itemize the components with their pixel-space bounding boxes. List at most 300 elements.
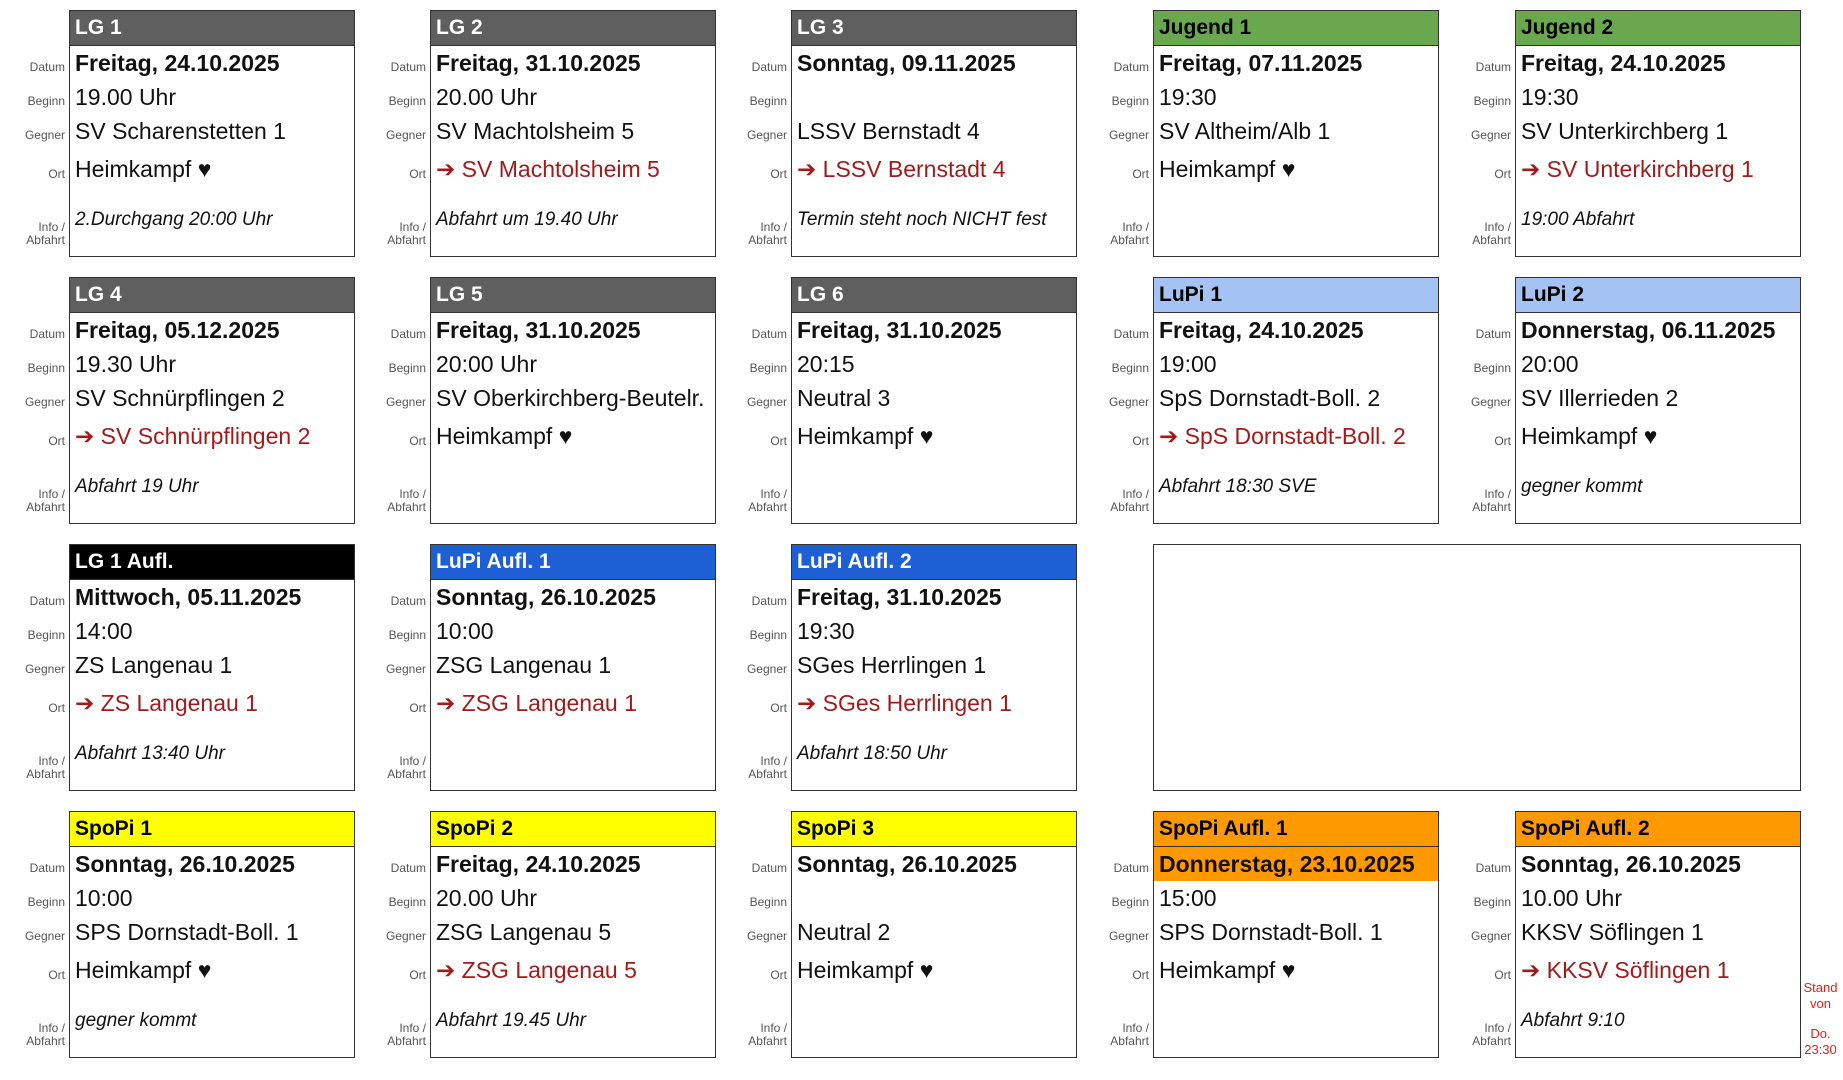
team-card-spopi-2 [361, 811, 722, 1058]
opponent-name: SPS Dornstadt-Boll. 1 [1159, 919, 1383, 945]
team-card-lupi-2 [1446, 277, 1807, 524]
row-labels [722, 544, 790, 791]
team-title: Jugend 2 [1516, 11, 1800, 46]
opponent-name: SV Schnürpflingen 2 [75, 385, 285, 411]
gegner-label: Gegner [1470, 128, 1511, 142]
match-time: 14:00 [75, 618, 133, 644]
datum-label: Datum [29, 861, 65, 875]
abfahrt-label-line: Abfahrt [748, 499, 787, 514]
abfahrt-label-line: Abfahrt [1472, 232, 1511, 247]
ort-label: Ort [409, 167, 426, 181]
location-text: Heimkampf [75, 156, 192, 182]
info-label-line: Info / [1122, 220, 1149, 234]
info-label-line: Info / [399, 487, 426, 501]
match-time: 19:30 [1521, 84, 1579, 110]
card-box [69, 277, 355, 524]
abfahrt-label-line: Abfahrt [387, 766, 426, 781]
card-box [791, 277, 1077, 524]
match-date: Sonntag, 26.10.2025 [797, 851, 1017, 877]
card-box [430, 544, 716, 791]
match-date: Freitag, 31.10.2025 [436, 317, 641, 343]
team-card-lg-3 [722, 10, 1083, 257]
match-location [431, 682, 715, 725]
card-box [430, 10, 716, 257]
opponent-name: ZSG Langenau 1 [436, 652, 612, 678]
departure-info [431, 725, 715, 783]
abfahrt-label-line: Abfahrt [387, 499, 426, 514]
abfahrt-label-line: Abfahrt [1472, 499, 1511, 514]
match-date: Sonntag, 26.10.2025 [1521, 851, 1741, 877]
heart-icon: ♥ [919, 957, 934, 983]
card-box [1515, 811, 1801, 1058]
info-abfahrt-label [1110, 1022, 1149, 1047]
abfahrt-label-line: Abfahrt [748, 232, 787, 247]
match-time: 19.30 Uhr [75, 351, 177, 377]
match-time: 10:00 [436, 618, 494, 644]
team-card-jugend-2 [1446, 10, 1807, 257]
team-title: Jugend 1 [1154, 11, 1438, 46]
abfahrt-label-line: Abfahrt [26, 766, 65, 781]
match-date: Freitag, 24.10.2025 [436, 851, 641, 877]
beginn-label: Beginn [388, 94, 426, 108]
empty-slot-box [1153, 544, 1801, 791]
info-label-line: Info / [1122, 1021, 1149, 1035]
row-labels [722, 10, 790, 257]
beginn-label: Beginn [1111, 94, 1149, 108]
team-title: SpoPi 3 [792, 812, 1076, 847]
info-abfahrt-label [748, 488, 787, 513]
match-location [1154, 415, 1438, 458]
abfahrt-label-line: Abfahrt [1110, 232, 1149, 247]
beginn-label: Beginn [1473, 94, 1511, 108]
arrow-right-icon: ➔ [797, 156, 817, 182]
match-location [1516, 949, 1800, 992]
beginn-label: Beginn [27, 361, 65, 375]
team-title: LG 1 [70, 11, 354, 46]
match-date: Freitag, 31.10.2025 [797, 584, 1002, 610]
beginn-label: Beginn [749, 94, 787, 108]
departure-info [431, 458, 715, 516]
team-title: SpoPi 2 [431, 812, 715, 847]
match-time: 10:00 [75, 885, 133, 911]
abfahrt-label-line: Abfahrt [748, 1033, 787, 1048]
location-text: Heimkampf [1521, 423, 1638, 449]
gegner-label: Gegner [24, 128, 65, 142]
gegner-label: Gegner [1108, 929, 1149, 943]
team-card-spopi-aufl-1 [1084, 811, 1445, 1058]
ort-label: Ort [770, 167, 787, 181]
team-card-jugend-1 [1084, 10, 1445, 257]
team-card-lg-6 [722, 277, 1083, 524]
departure-info: 19:00 Abfahrt [1521, 209, 1635, 230]
heart-icon: ♥ [919, 423, 934, 449]
team-card-lupi-aufl-1 [361, 544, 722, 791]
datum-label: Datum [29, 60, 65, 74]
match-date: Freitag, 31.10.2025 [436, 50, 641, 76]
ort-label: Ort [1132, 167, 1149, 181]
datum-label: Datum [390, 594, 426, 608]
match-date: Freitag, 24.10.2025 [1521, 50, 1726, 76]
ort-label: Ort [770, 968, 787, 982]
card-box [1153, 811, 1439, 1058]
match-date: Freitag, 24.10.2025 [75, 50, 280, 76]
arrow-right-icon: ➔ [1521, 957, 1541, 983]
beginn-label: Beginn [388, 628, 426, 642]
match-date: Freitag, 24.10.2025 [1159, 317, 1364, 343]
match-location [792, 148, 1076, 191]
match-location [70, 682, 354, 725]
gegner-label: Gegner [1108, 395, 1149, 409]
card-box [791, 544, 1077, 791]
gegner-label: Gegner [746, 128, 787, 142]
arrow-right-icon: ➔ [1159, 423, 1179, 449]
match-time: 19:30 [1159, 84, 1217, 110]
team-card-lg-1-aufl [0, 544, 361, 791]
gegner-label: Gegner [24, 662, 65, 676]
info-abfahrt-label [748, 221, 787, 246]
gegner-label: Gegner [746, 395, 787, 409]
team-title: LuPi Aufl. 1 [431, 545, 715, 580]
match-time: 20:15 [797, 351, 855, 377]
info-abfahrt-label [1110, 488, 1149, 513]
arrow-right-icon: ➔ [797, 690, 817, 716]
match-location [70, 148, 354, 191]
info-abfahrt-label [387, 488, 426, 513]
arrow-right-icon: ➔ [75, 690, 95, 716]
card-box [1153, 10, 1439, 257]
match-location [431, 148, 715, 191]
location-text: LSSV Bernstadt 4 [822, 156, 1006, 182]
info-abfahrt-label [387, 221, 426, 246]
match-location [1154, 148, 1438, 191]
gegner-label: Gegner [1470, 395, 1511, 409]
datum-label: Datum [1475, 861, 1511, 875]
card-box [430, 277, 716, 524]
row-labels [722, 811, 790, 1058]
team-card-lg-5 [361, 277, 722, 524]
status-line-3: Do. [1810, 1025, 1831, 1041]
location-text: SV Unterkirchberg 1 [1546, 156, 1754, 182]
team-card-lupi-1 [1084, 277, 1445, 524]
status-line-2: von [1810, 996, 1831, 1012]
match-location [431, 949, 715, 992]
info-abfahrt-label [1110, 221, 1149, 246]
row-labels [722, 277, 790, 524]
heart-icon: ♥ [1643, 423, 1658, 449]
info-abfahrt-label [1472, 1022, 1511, 1047]
abfahrt-label-line: Abfahrt [387, 1033, 426, 1048]
gegner-label: Gegner [746, 929, 787, 943]
card-box [69, 811, 355, 1058]
datum-label: Datum [1113, 60, 1149, 74]
match-time: 20:00 [1521, 351, 1579, 377]
location-text: ZS Langenau 1 [100, 690, 258, 716]
row-labels [1446, 10, 1514, 257]
ort-label: Ort [48, 968, 65, 982]
row-labels [0, 811, 68, 1058]
beginn-label: Beginn [27, 94, 65, 108]
opponent-name: ZSG Langenau 5 [436, 919, 612, 945]
gegner-label: Gegner [385, 929, 426, 943]
ort-label: Ort [48, 434, 65, 448]
info-abfahrt-label [748, 755, 787, 780]
beginn-label: Beginn [27, 628, 65, 642]
info-label-line: Info / [399, 754, 426, 768]
beginn-label: Beginn [749, 361, 787, 375]
gegner-label: Gegner [385, 395, 426, 409]
opponent-name: Neutral 3 [797, 385, 891, 411]
card-box [1153, 277, 1439, 524]
departure-info [792, 458, 1076, 516]
match-date: Freitag, 31.10.2025 [797, 317, 1002, 343]
departure-info: Abfahrt 13:40 Uhr [75, 743, 225, 764]
row-labels [1084, 811, 1152, 1058]
opponent-name: SV Illerrieden 2 [1521, 385, 1679, 411]
status-line-1: Stand [1803, 980, 1838, 995]
team-card-spopi-aufl-2 [1446, 811, 1807, 1058]
gegner-label: Gegner [385, 662, 426, 676]
info-label-line: Info / [760, 487, 787, 501]
heart-icon: ♥ [558, 423, 573, 449]
beginn-label: Beginn [749, 628, 787, 642]
match-location [792, 415, 1076, 458]
ort-label: Ort [1494, 167, 1511, 181]
beginn-label: Beginn [388, 361, 426, 375]
info-label-line: Info / [1122, 487, 1149, 501]
info-abfahrt-label [26, 488, 65, 513]
info-label-line: Info / [38, 754, 65, 768]
match-time: 19.00 Uhr [75, 84, 177, 110]
team-title: LG 1 Aufl. [70, 545, 354, 580]
match-location [1516, 415, 1800, 458]
info-label-line: Info / [1484, 487, 1511, 501]
heart-icon: ♥ [197, 156, 212, 182]
location-text: SV Schnürpflingen 2 [100, 423, 311, 449]
beginn-label: Beginn [1111, 895, 1149, 909]
heart-icon: ♥ [1281, 156, 1296, 182]
beginn-label: Beginn [749, 895, 787, 909]
opponent-name: Neutral 2 [797, 919, 891, 945]
team-card-lg-2 [361, 10, 722, 257]
match-location [431, 415, 715, 458]
opponent-name: SPS Dornstadt-Boll. 1 [75, 919, 299, 945]
row-labels [361, 277, 429, 524]
ort-label: Ort [409, 701, 426, 715]
row-labels [361, 811, 429, 1058]
info-abfahrt-label [26, 221, 65, 246]
ort-label: Ort [48, 701, 65, 715]
row-labels [1084, 277, 1152, 524]
team-title: SpoPi Aufl. 1 [1154, 812, 1438, 847]
gegner-label: Gegner [1108, 128, 1149, 142]
info-label-line: Info / [760, 754, 787, 768]
match-time: 20:00 Uhr [436, 351, 538, 377]
departure-info: gegner kommt [75, 1010, 197, 1031]
info-label-line: Info / [399, 220, 426, 234]
info-abfahrt-label [387, 1022, 426, 1047]
gegner-label: Gegner [385, 128, 426, 142]
card-box [791, 811, 1077, 1058]
match-date: Donnerstag, 23.10.2025 [1154, 847, 1438, 881]
abfahrt-label-line: Abfahrt [1472, 1033, 1511, 1048]
match-location [792, 949, 1076, 992]
row-labels [1084, 10, 1152, 257]
status-gap [1798, 1013, 1843, 1026]
opponent-name: SpS Dornstadt-Boll. 2 [1159, 385, 1381, 411]
info-label-line: Info / [760, 1021, 787, 1035]
match-date: Donnerstag, 06.11.2025 [1521, 317, 1776, 343]
match-date: Sonntag, 26.10.2025 [436, 584, 656, 610]
match-time: 19:30 [797, 618, 855, 644]
location-text: SV Machtolsheim 5 [461, 156, 660, 182]
datum-label: Datum [1113, 327, 1149, 341]
abfahrt-label-line: Abfahrt [748, 766, 787, 781]
departure-info: gegner kommt [1521, 476, 1643, 497]
info-label-line: Info / [38, 220, 65, 234]
opponent-name: ZS Langenau 1 [75, 652, 233, 678]
beginn-label: Beginn [27, 895, 65, 909]
location-text: ZSG Langenau 5 [461, 957, 637, 983]
team-title: LG 2 [431, 11, 715, 46]
departure-info: Abfahrt 18:30 SVE [1159, 476, 1317, 497]
arrow-right-icon: ➔ [436, 957, 456, 983]
opponent-name: KKSV Söflingen 1 [1521, 919, 1704, 945]
team-title: LG 3 [792, 11, 1076, 46]
team-title: SpoPi Aufl. 2 [1516, 812, 1800, 847]
status-line-4: 23:30 [1804, 1041, 1837, 1057]
departure-info: Abfahrt um 19.40 Uhr [436, 209, 618, 230]
team-title: LuPi 1 [1154, 278, 1438, 313]
match-time: 19:00 [1159, 351, 1217, 377]
row-labels [0, 10, 68, 257]
arrow-right-icon: ➔ [436, 690, 456, 716]
team-card-lg-4 [0, 277, 361, 524]
ort-label: Ort [770, 701, 787, 715]
departure-info: 2.Durchgang 20:00 Uhr [75, 209, 273, 230]
match-time: 20.00 Uhr [436, 84, 538, 110]
departure-info: Termin steht noch NICHT fest [797, 209, 1047, 230]
abfahrt-label-line: Abfahrt [26, 499, 65, 514]
opponent-name: SV Unterkirchberg 1 [1521, 118, 1729, 144]
match-time: 15:00 [1159, 885, 1217, 911]
team-title: LuPi Aufl. 2 [792, 545, 1076, 580]
gegner-label: Gegner [24, 929, 65, 943]
abfahrt-label-line: Abfahrt [26, 1033, 65, 1048]
team-title: LG 6 [792, 278, 1076, 313]
row-labels [361, 10, 429, 257]
departure-info: Abfahrt 18:50 Uhr [797, 743, 947, 764]
team-card-spopi-3 [722, 811, 1083, 1058]
datum-label: Datum [29, 594, 65, 608]
team-title: LG 5 [431, 278, 715, 313]
card-box [69, 10, 355, 257]
ort-label: Ort [409, 434, 426, 448]
departure-info: Abfahrt 19.45 Uhr [436, 1010, 586, 1031]
location-text: Heimkampf [797, 423, 914, 449]
info-label-line: Info / [760, 220, 787, 234]
departure-info [1154, 992, 1438, 1050]
match-location [792, 682, 1076, 725]
ort-label: Ort [1132, 434, 1149, 448]
departure-info: Abfahrt 19 Uhr [75, 476, 199, 497]
arrow-right-icon: ➔ [436, 156, 456, 182]
match-location [1154, 949, 1438, 992]
datum-label: Datum [751, 594, 787, 608]
match-date: Sonntag, 26.10.2025 [75, 851, 295, 877]
ort-label: Ort [1132, 968, 1149, 982]
datum-label: Datum [390, 327, 426, 341]
departure-info: Abfahrt 9:10 [1521, 1010, 1625, 1031]
gegner-label: Gegner [1470, 929, 1511, 943]
info-label-line: Info / [399, 1021, 426, 1035]
team-title: SpoPi 1 [70, 812, 354, 847]
datum-label: Datum [390, 60, 426, 74]
location-text: SpS Dornstadt-Boll. 2 [1184, 423, 1406, 449]
location-text: Heimkampf [436, 423, 553, 449]
ort-label: Ort [770, 434, 787, 448]
ort-label: Ort [48, 167, 65, 181]
beginn-label: Beginn [1473, 895, 1511, 909]
departure-info [792, 992, 1076, 1050]
abfahrt-label-line: Abfahrt [387, 232, 426, 247]
arrow-right-icon: ➔ [1521, 156, 1541, 182]
card-box [1515, 10, 1801, 257]
match-time [792, 881, 1076, 915]
info-abfahrt-label [748, 1022, 787, 1047]
abfahrt-label-line: Abfahrt [26, 232, 65, 247]
info-label-line: Info / [1484, 1021, 1511, 1035]
location-text: Heimkampf [1159, 156, 1276, 182]
card-box [1515, 277, 1801, 524]
team-title: LuPi 2 [1516, 278, 1800, 313]
abfahrt-label-line: Abfahrt [1110, 1033, 1149, 1048]
beginn-label: Beginn [1473, 361, 1511, 375]
match-time: 10.00 Uhr [1521, 885, 1623, 911]
row-labels [361, 544, 429, 791]
departure-info [1154, 191, 1438, 249]
opponent-name: SV Oberkirchberg-Beutelr. [436, 385, 705, 411]
info-label-line: Info / [38, 1021, 65, 1035]
opponent-name: SV Scharenstetten 1 [75, 118, 286, 144]
status-note [1798, 980, 1843, 1058]
datum-label: Datum [29, 327, 65, 341]
heart-icon: ♥ [197, 957, 212, 983]
info-abfahrt-label [26, 1022, 65, 1047]
ort-label: Ort [409, 968, 426, 982]
match-location [70, 415, 354, 458]
location-text: SGes Herrlingen 1 [822, 690, 1012, 716]
team-card-lg-1 [0, 10, 361, 257]
beginn-label: Beginn [1111, 361, 1149, 375]
match-time: 20.00 Uhr [436, 885, 538, 911]
opponent-name: SV Altheim/Alb 1 [1159, 118, 1331, 144]
match-location [1516, 148, 1800, 191]
datum-label: Datum [1113, 861, 1149, 875]
card-box [430, 811, 716, 1058]
location-text: Heimkampf [797, 957, 914, 983]
location-text: KKSV Söflingen 1 [1546, 957, 1730, 983]
info-abfahrt-label [26, 755, 65, 780]
row-labels [0, 277, 68, 524]
location-text: ZSG Langenau 1 [461, 690, 637, 716]
match-location [70, 949, 354, 992]
card-box [69, 544, 355, 791]
gegner-label: Gegner [24, 395, 65, 409]
opponent-name: LSSV Bernstadt 4 [797, 118, 980, 144]
datum-label: Datum [751, 861, 787, 875]
match-date: Freitag, 07.11.2025 [1159, 50, 1363, 76]
match-date: Mittwoch, 05.11.2025 [75, 584, 302, 610]
